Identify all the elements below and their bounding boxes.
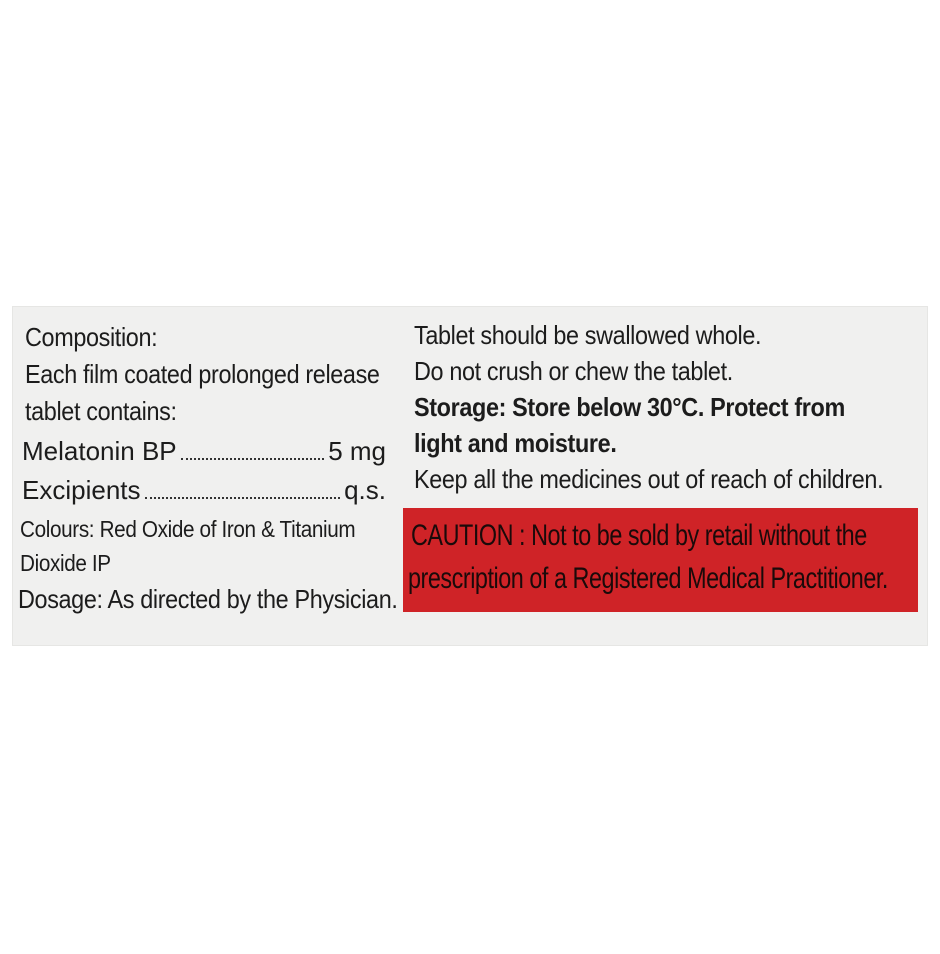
- colours-line1: Colours: Red Oxide of Iron & Titanium: [20, 516, 356, 542]
- swallow-instruction: Tablet should be swallowed whole.: [414, 320, 762, 350]
- dotted-leader: [181, 457, 325, 460]
- ingredient-row-melatonin: [22, 436, 386, 466]
- caution-line1: CAUTION : Not to be sold by retail without the: [411, 519, 867, 552]
- ingredient-row-excipients: [22, 475, 386, 505]
- composition-heading: Composition:: [25, 322, 158, 352]
- composition-description-line1: Each film coated prolonged release: [25, 359, 380, 389]
- composition-description-line2: tablet contains:: [25, 396, 177, 426]
- ingredient-name: Melatonin BP: [22, 436, 177, 466]
- dosage-line: Dosage: As directed by the Physician.: [18, 584, 398, 614]
- ingredient-name: Excipients: [22, 475, 141, 505]
- colours-line2: Dioxide IP: [20, 550, 111, 576]
- children-warning: Keep all the medicines out of reach of children.: [414, 464, 884, 494]
- storage-line1: Storage: Store below 30°C. Protect from: [414, 392, 845, 422]
- no-crush-instruction: Do not crush or chew the tablet.: [414, 356, 733, 386]
- ingredient-amount: 5 mg: [328, 436, 386, 466]
- storage-line2: light and moisture.: [414, 428, 617, 458]
- caution-line2: prescription of a Registered Medical Practitioner.: [408, 562, 888, 595]
- ingredient-amount: q.s.: [344, 475, 386, 505]
- dotted-leader: [145, 496, 341, 499]
